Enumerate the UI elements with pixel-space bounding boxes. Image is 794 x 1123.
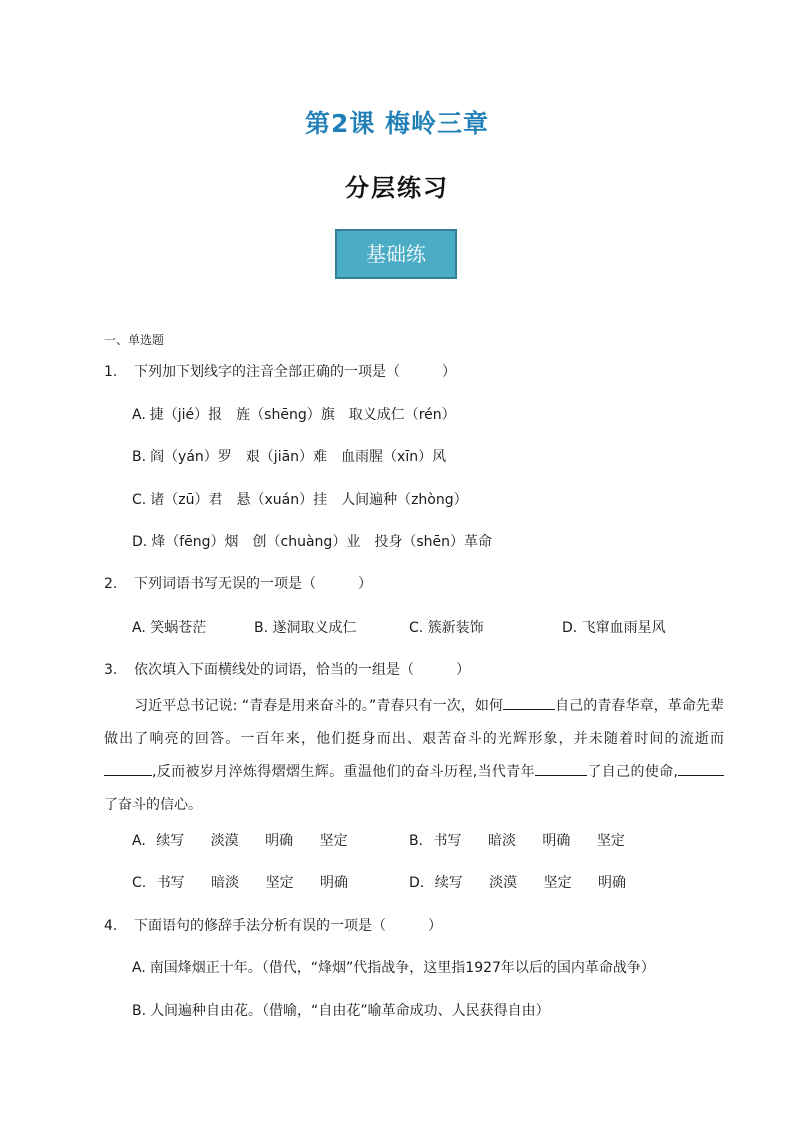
option-label: B. [254,620,269,636]
question-4 [104,915,442,935]
option-text: 遂洞取义成仁 [272,620,357,636]
option-word: 坚定 [543,875,572,891]
passage-text: 了奋斗的信心。 [104,797,202,813]
fill-blank-1[interactable] [503,695,555,710]
option-label: C. [409,620,424,636]
option-text: 飞窜血雨星风 [581,620,666,636]
question-stem: 下列词语书写无误的一项是（ ） [134,576,372,592]
option-word: 明确 [598,875,627,891]
option-label: B. [132,449,147,465]
option-word: 续写 [434,875,463,891]
option-word: 暗淡 [487,833,516,849]
page-subtitle: 分层练习 [345,174,449,202]
q2-option-d[interactable] [562,617,666,637]
passage-text: ,反而被岁月淬炼得熠熠生辉。重温他们的奋斗历程,当代青年 [152,764,536,780]
option-label: C. [132,875,147,891]
question-number: 4. [104,918,118,934]
q3-option-b[interactable] [409,830,625,850]
page-title: 第2课 梅岭三章 [304,109,490,138]
q3-option-a[interactable] [132,830,348,850]
option-label: C. [132,492,147,508]
q1-option-d[interactable] [132,531,492,551]
option-label: A. [132,960,146,976]
option-label: A. [132,833,146,849]
option-text: 人间遍种自由花。（借喻，“自由花”喻革命成功、人民获得自由） [150,1003,550,1019]
option-word: 坚定 [319,833,348,849]
option-word: 书写 [156,875,185,891]
passage-text: 自己的青春华章，革命先辈做出了响亮的回答。一百年来，他们挺身而出、艰苦奋斗的光辉形象，并未随着时间的流逝而 [104,698,725,747]
question-stem: 下面语句的修辞手法分析有误的一项是（ ） [134,918,442,934]
question-1 [104,361,456,381]
question-stem: 下列加下划线字的注音全部正确的一项是（ ） [134,364,456,380]
q2-option-c[interactable] [409,617,484,637]
option-label: A. [132,620,146,636]
option-text: 捷（jié）报 旌（shēng）旗 取义成仁（rén） [149,407,456,423]
option-word: 明确 [542,833,571,849]
option-label: B. [132,1003,147,1019]
option-word: 书写 [433,833,462,849]
option-label: D. [562,620,578,636]
question-number: 1. [104,364,118,380]
q3-option-d[interactable] [409,872,626,892]
option-word: 坚定 [596,833,625,849]
option-word: 暗淡 [211,875,240,891]
option-label: D. [132,534,148,550]
option-text: 诸（zū）君 悬（xuán）挂 人间遍种（zhòng） [150,492,468,508]
q1-option-a[interactable] [132,404,456,424]
question-number: 3. [104,662,118,678]
question-3 [104,659,470,679]
q3-option-c[interactable] [132,872,348,892]
option-word: 坚定 [265,875,294,891]
question-2 [104,573,372,593]
question-number: 2. [104,576,118,592]
option-label: D. [409,875,425,891]
option-text: 烽（fēng）烟 创（chuàng）业 投身（shēn）革命 [151,534,492,550]
option-label: A. [132,407,146,423]
option-text: 簇新装饰 [427,620,484,636]
option-text: 笑蜗苍茫 [150,620,207,636]
option-word: 明确 [320,875,349,891]
fill-blank-2[interactable] [104,761,152,776]
option-word: 续写 [156,833,185,849]
option-word: 淡漠 [210,833,239,849]
q1-option-b[interactable] [132,446,446,466]
level-badge: 基础练 [335,229,457,279]
option-text: 南国烽烟正十年。（借代，“烽烟”代指战争，这里指1927年以后的国内革命战争） [149,960,655,976]
q4-option-b[interactable] [132,1000,550,1020]
fill-blank-3[interactable] [535,761,587,776]
passage-text: 了自己的使命, [587,764,678,780]
option-text: 阎（yán）罗 艰（jiān）难 血雨腥（xīn）风 [150,449,447,465]
q2-option-b[interactable] [254,617,357,637]
q4-option-a[interactable] [132,957,655,977]
question-stem: 依次填入下面横线处的词语，恰当的一组是（ ） [134,662,470,678]
fill-blank-4[interactable] [678,761,724,776]
section-label: 一、单选题 [104,333,165,347]
q1-option-c[interactable] [132,489,468,509]
q3-passage [104,690,724,822]
option-label: B. [409,833,424,849]
option-word: 淡漠 [489,875,518,891]
option-word: 明确 [265,833,294,849]
q2-option-a[interactable] [132,617,206,637]
passage-text: 习近平总书记说: “青春是用来奋斗的。”青春只有一次，如何 [134,698,504,714]
